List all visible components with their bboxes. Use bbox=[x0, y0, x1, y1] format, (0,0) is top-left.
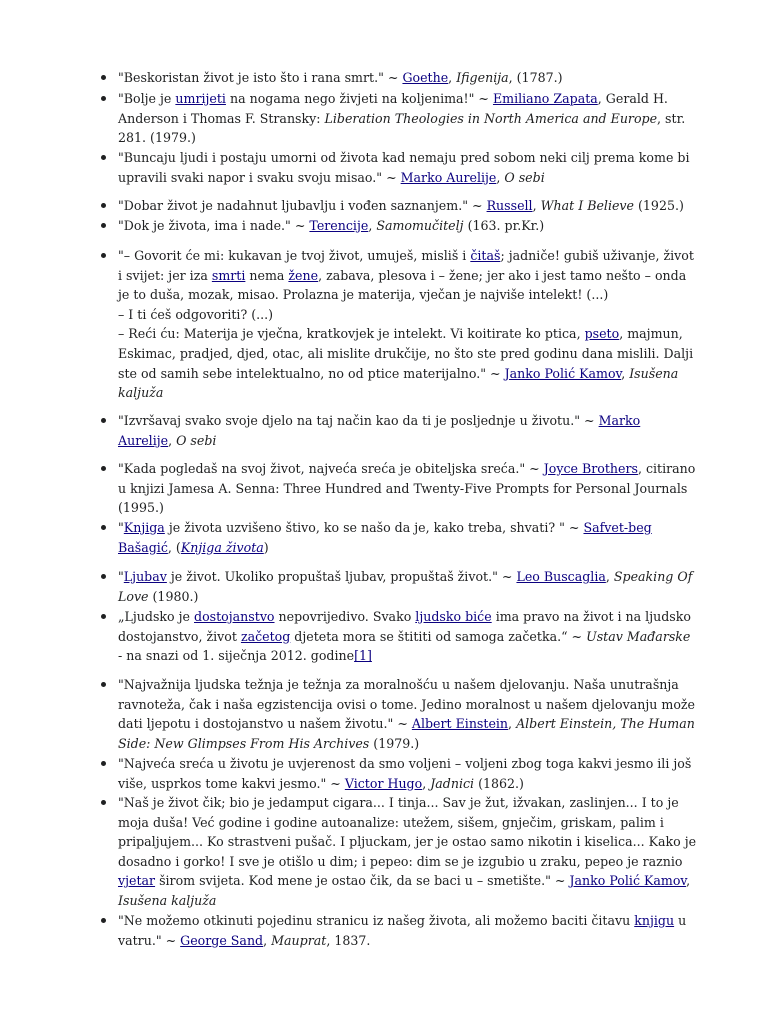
quote-text: , bbox=[448, 70, 457, 85]
quote-link[interactable]: Safvet-beg Bašagić bbox=[118, 520, 652, 555]
quote-text: – Reći ću: Materija je vječna, kratkovjek je intelekt. Vi koitirate ko ptica, bbox=[118, 326, 585, 342]
quote-link[interactable]: Knjiga bbox=[123, 520, 165, 535]
quote-link[interactable]: Janko Polić Kamov bbox=[569, 873, 687, 889]
quote-text: ; jadniče! gubiš uživanje, život i svijet: jer iza bbox=[118, 248, 694, 283]
quote-text: (1862.) bbox=[474, 775, 524, 791]
quote-link[interactable]: Joyce Brothers bbox=[543, 461, 638, 476]
quote-text: – I ti ćeš odgovoriti? (...) bbox=[118, 306, 274, 322]
quote-text: širom svijeta. Kod mene je ostao čik, da se baci u – smetište." ~ bbox=[155, 873, 570, 889]
quote-text: "Najvažnija ljudska težnja je težnja za moralnošću u našem djelovanju. Naša unutrašnja ravnoteža, čak i naša egzistencija ovisi o tome. Jedino moralnost u našem djelovanju može dati ljepotu i dostojanstvo u našem životu." ~ bbox=[118, 677, 696, 732]
quote-text: "Dobar život je nadahnut ljubavlju i vođen saznanjem." ~ bbox=[118, 198, 487, 213]
quote-text: "Naš je život čik; bio je jedamput cigara... I tinja... Sav je žut, ižvakan, zaslinjen... I to je moja duša! Već godine i godine autoanalize: utežem, sišem, gnječim, griskam, palim i pripaljujem... Ko strastveni pušač. I pljuckam, jer je ostao samo nikotin i kiselica... Kako je dosadno i gorko! I sve je otišlo u dim; i pepeo: dim se je izgubio u zraku, pepeo je raznio bbox=[118, 795, 697, 869]
quote-italic-text: Jadnici bbox=[430, 775, 475, 791]
quote-text: "Beskoristan život je isto što i rana smrt." ~ bbox=[118, 70, 403, 85]
quote-item bbox=[118, 196, 698, 216]
quote-text: , bbox=[686, 873, 691, 889]
quote-link[interactable]: začetog bbox=[240, 628, 291, 644]
quote-item bbox=[118, 607, 698, 666]
quote-link[interactable]: Ljubav bbox=[123, 569, 167, 584]
quote-link[interactable]: Russell bbox=[486, 198, 533, 213]
quote-text: „Ljudsko je bbox=[118, 609, 195, 624]
quote-link[interactable]: vjetar bbox=[118, 873, 156, 889]
quote-text: , ( bbox=[167, 539, 181, 555]
quote-link[interactable]: Leo Buscaglia bbox=[516, 569, 606, 584]
quote-link[interactable]: Albert Einstein bbox=[411, 716, 509, 732]
quote-italic-text: O sebi bbox=[504, 169, 545, 185]
quote-text: , Gerald H. Anderson i Thomas F. Stransky: bbox=[118, 91, 668, 126]
quote-item bbox=[118, 89, 698, 148]
quote-text: u vatru." ~ bbox=[118, 913, 687, 948]
quote-text: "Kada pogledaš na svoj život, najveća sreća je obiteljska sreća." ~ bbox=[118, 461, 544, 476]
quote-text: "Ne možemo otkinuti pojedinu stranicu iz našeg života, ali možemo baciti čitavu bbox=[118, 913, 635, 928]
quote-link[interactable]: dostojanstvo bbox=[194, 609, 275, 624]
quote-text: , bbox=[508, 716, 517, 732]
quote-text: "– Govorit će mi: kukavan je tvoj život, umuješ, misliš i bbox=[118, 248, 471, 263]
quote-link[interactable]: Terencije bbox=[309, 218, 369, 233]
quote-item bbox=[118, 148, 698, 187]
quote-italic-text: Albert Einstein, The Human Side: New Glimpses From His Archives bbox=[118, 716, 695, 751]
quote-link[interactable]: Janko Polić Kamov bbox=[504, 365, 622, 381]
quote-item bbox=[118, 68, 698, 88]
quote-italic-text: Ustav Mađarske bbox=[586, 628, 691, 644]
quote-item bbox=[118, 754, 698, 793]
quote-text: , (1787.) bbox=[508, 70, 563, 85]
quote-link[interactable]: žene bbox=[288, 267, 319, 283]
quote-item bbox=[118, 216, 698, 236]
quote-text: "Najveća sreća u životu je uvjerenost da smo voljeni – voljeni zbog toga kakvi jesmo ili još više, usprkos tome kakvi jesmo." ~ bbox=[118, 756, 692, 791]
quote-italic-text: Samomučitelj bbox=[376, 218, 464, 233]
quote-italic-text: Isušena kaljuža bbox=[118, 892, 217, 908]
quote-text: , bbox=[605, 569, 614, 584]
quote-italic-text: Speaking Of Love bbox=[118, 569, 693, 604]
quote-text: , bbox=[263, 932, 272, 948]
quote-link[interactable]: [1] bbox=[354, 648, 372, 664]
quote-text: (1980.) bbox=[148, 588, 199, 604]
quote-text: , bbox=[368, 218, 377, 233]
quote-text: nema bbox=[245, 267, 289, 283]
quote-link[interactable]: ljudsko biće bbox=[415, 609, 492, 624]
quote-link[interactable]: smrti bbox=[211, 267, 246, 283]
quote-italic-text: O sebi bbox=[176, 432, 217, 448]
quote-item bbox=[118, 793, 698, 911]
quote-link[interactable]: knjigu bbox=[634, 913, 675, 928]
quote-link[interactable]: pseto bbox=[584, 326, 620, 342]
quote-text: " bbox=[118, 569, 124, 584]
quote-link[interactable]: umrijeti bbox=[175, 91, 226, 106]
quote-text: , zabava, plesova i – žene; jer ako i jest tamo nešto – onda je to duša, mozak, misao. Prolazna je materija, vječan je najviše intelekt! (...) bbox=[118, 267, 687, 303]
quote-text: , bbox=[168, 432, 177, 448]
quote-text: , bbox=[496, 169, 505, 185]
quote-text: , majmun, Eskimac, pradjed, djed, otac, ali mislite drukčije, no što ste pred godinu dana mislili. Dalji ste od samih sebe intelektualno, no od ptice materijalno." ~ bbox=[118, 326, 694, 381]
quote-link[interactable]: Knjiga života bbox=[180, 539, 264, 555]
quote-item bbox=[118, 675, 698, 753]
quote-text: "Dok je života, ima i nade." ~ bbox=[118, 218, 310, 233]
quote-text: je života uzvišeno štivo, ko se našo da je, kako treba, shvati? " ~ bbox=[164, 520, 584, 535]
quote-link[interactable]: Marko Aurelije bbox=[118, 413, 641, 448]
quote-text: (1925.) bbox=[634, 198, 684, 213]
quote-item bbox=[118, 246, 698, 403]
quote-text: nepovrijedivo. Svako bbox=[274, 609, 416, 624]
quote-text: "Izvršavaj svako svoje djelo na taj način kao da ti je posljednje u životu." ~ bbox=[118, 413, 599, 428]
quote-link[interactable]: Emiliano Zapata bbox=[492, 91, 598, 106]
quote-text: djeteta mora se štititi od samoga začetka.“ ~ bbox=[290, 628, 587, 644]
quote-italic-text: Mauprat bbox=[271, 932, 327, 948]
quote-text: , citirano u knjizi Jamesa A. Senna: Three Hundred and Twenty-Five Prompts for Personal Journals (1995.) bbox=[118, 461, 696, 516]
quote-link[interactable]: George Sand bbox=[180, 932, 264, 948]
quote-text: - na snazi od 1. siječnja 2012. godine bbox=[118, 648, 355, 664]
quote-text: (1979.) bbox=[369, 735, 420, 751]
quote-link[interactable]: Victor Hugo bbox=[344, 775, 423, 791]
quote-link[interactable]: Goethe bbox=[402, 70, 449, 85]
quote-item bbox=[118, 518, 698, 557]
quote-italic-text: What I Believe bbox=[540, 198, 634, 213]
quote-text: "Bolje je bbox=[118, 91, 176, 106]
quote-text: " bbox=[118, 520, 124, 535]
quote-link[interactable]: Marko Aurelije bbox=[400, 169, 497, 185]
quote-link[interactable]: čitaš bbox=[470, 248, 501, 263]
quote-text: na nogama nego živjeti na koljenima!" ~ bbox=[225, 91, 493, 106]
quote-text: , str. 281. (1979.) bbox=[118, 110, 686, 146]
quote-item bbox=[118, 459, 698, 518]
quote-italic-text: Liberation Theologies in North America and Europe bbox=[324, 110, 658, 126]
quote-italic-text: Ifigenija bbox=[456, 70, 509, 85]
quote-text: ) bbox=[263, 539, 269, 555]
quote-text: , 1837. bbox=[326, 932, 371, 948]
quote-text: , bbox=[422, 775, 431, 791]
quote-item bbox=[118, 411, 698, 450]
quote-text: "Buncaju ljudi i postaju umorni od života kad nemaju pred sobom neki cilj prema kome bi upravili svaki napor i svaku svoju misao." ~ bbox=[118, 150, 690, 185]
quote-text: je život. Ukoliko propuštaš ljubav, propuštaš život." ~ bbox=[166, 569, 517, 584]
quote-italic-text: Isušena kaljuža bbox=[118, 365, 679, 401]
quote-item bbox=[118, 911, 698, 950]
quote-text: ima pravo na život i na ljudsko dostojanstvo, život bbox=[118, 609, 691, 644]
quote-item bbox=[118, 567, 698, 606]
quote-text: , bbox=[532, 198, 541, 213]
quote-text: , bbox=[621, 365, 630, 381]
quote-text: (163. pr.Kr.) bbox=[463, 218, 545, 233]
